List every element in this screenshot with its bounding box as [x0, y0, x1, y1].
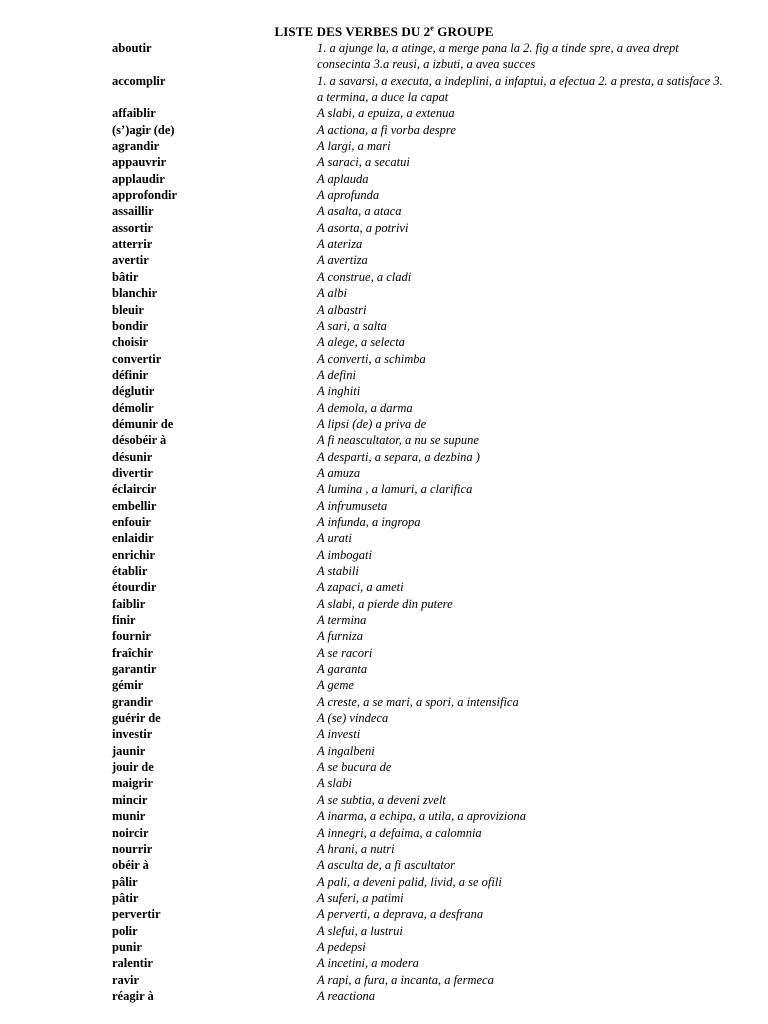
verb-list [0, 40, 768, 1004]
verb-translation: A se racori [317, 645, 373, 660]
verb-row [0, 40, 768, 73]
verb-row [0, 874, 768, 890]
verb-row [0, 187, 768, 203]
verb-row [0, 302, 768, 318]
verb-term: établir [112, 564, 148, 578]
verb-term: applaudir [112, 171, 165, 186]
verb-row [0, 694, 768, 710]
verb-translation: A se bucura de [317, 760, 392, 775]
verb-term: aboutir [112, 41, 152, 55]
verb-row [0, 318, 768, 334]
verb-term: éclaircir [112, 482, 157, 497]
verb-translation: A suferi, a patimi [317, 890, 404, 905]
verb-row [0, 579, 768, 595]
verb-term: enfouir [112, 514, 151, 529]
verb-term: jouir de [112, 760, 154, 775]
verb-term: obéir à [112, 858, 149, 873]
verb-term: embellir [112, 498, 157, 513]
verb-row [0, 661, 768, 677]
verb-term: bâtir [112, 269, 139, 284]
verb-translation: A amuza [317, 465, 361, 480]
verb-row [0, 988, 768, 1004]
verb-translation: A defini [317, 367, 357, 382]
verb-term: investir [112, 727, 153, 742]
verb-translation: A innegri, a defaima, a calomnia [317, 825, 482, 840]
verb-term: punir [112, 939, 142, 954]
verb-translation: A lipsi (de) a priva de [317, 416, 427, 431]
verb-translation: A slefui, a lustrui [317, 923, 403, 938]
verb-row [0, 808, 768, 824]
verb-translation: A slabi, a pierde din putere [317, 596, 453, 611]
verb-row [0, 351, 768, 367]
verb-term: pâlir [112, 874, 138, 889]
verb-term: garantir [112, 662, 157, 677]
verb-term: affaiblir [112, 106, 156, 121]
verb-term: ravir [112, 972, 140, 987]
verb-row [0, 628, 768, 644]
verb-term: étourdir [112, 580, 157, 595]
verb-term: pervertir [112, 907, 161, 922]
verb-term: agrandir [112, 139, 160, 154]
verb-row [0, 220, 768, 236]
verb-term: déglutir [112, 384, 155, 399]
verb-row [0, 645, 768, 661]
verb-translation: A garanta [317, 662, 368, 677]
verb-row [0, 416, 768, 432]
verb-translation: A (se) vindeca [317, 711, 389, 726]
verb-term: appauvrir [112, 155, 167, 170]
verb-term: enlaidir [112, 531, 154, 546]
verb-term: blanchir [112, 286, 158, 301]
verb-row [0, 122, 768, 138]
verb-translation: A ingalbeni [317, 743, 375, 758]
verb-row [0, 841, 768, 857]
verb-translation: A fi neascultator, a nu se supune [317, 433, 479, 448]
verb-term: définir [112, 367, 149, 382]
verb-row [0, 743, 768, 759]
verb-term: guérir de [112, 711, 161, 726]
verb-term: bondir [112, 318, 149, 333]
verb-row [0, 269, 768, 285]
verb-row [0, 759, 768, 775]
verb-translation: A asculta de, a fi ascultator [317, 858, 455, 873]
verb-row [0, 203, 768, 219]
verb-row [0, 857, 768, 873]
verb-term: divertir [112, 465, 153, 480]
verb-translation: A infunda, a ingropa [317, 514, 421, 529]
verb-translation: A desparti, a separa, a dezbina ) [317, 449, 480, 464]
verb-row [0, 906, 768, 922]
verb-term: pâtir [112, 890, 139, 905]
verb-term: avertir [112, 253, 149, 268]
verb-translation: A asalta, a ataca [317, 204, 402, 219]
verb-translation: A furniza [317, 629, 363, 644]
verb-row [0, 563, 768, 579]
verb-term: grandir [112, 694, 153, 709]
verb-row [0, 514, 768, 530]
verb-row [0, 498, 768, 514]
verb-translation: A slabi [317, 776, 352, 791]
verb-row [0, 138, 768, 154]
verb-row [0, 465, 768, 481]
verb-translation: A albi [317, 286, 347, 301]
verb-row [0, 825, 768, 841]
verb-term: munir [112, 809, 146, 824]
verb-term: faiblir [112, 596, 146, 611]
verb-row [0, 530, 768, 546]
verb-row [0, 972, 768, 988]
verb-translation: A stabili [317, 564, 359, 578]
verb-translation: A zapaci, a ameti [317, 580, 404, 595]
verb-translation: A inghiti [317, 384, 361, 399]
verb-translation: A infrumuseta [317, 498, 388, 513]
verb-translation: A largi, a mari [317, 139, 391, 154]
verb-row [0, 726, 768, 742]
verb-term: assortir [112, 220, 153, 235]
verb-term: désobéir à [112, 433, 167, 448]
verb-row [0, 596, 768, 612]
verb-term: gémir [112, 678, 144, 693]
verb-term: jaunir [112, 743, 146, 758]
page-title [0, 24, 768, 40]
verb-translation: A aprofunda [317, 188, 380, 203]
verb-row [0, 710, 768, 726]
verb-term: démunir de [112, 416, 174, 431]
verb-translation: A actiona, a fi vorba despre [317, 122, 456, 137]
verb-translation: A construe, a cladi [317, 269, 412, 284]
verb-row [0, 547, 768, 563]
verb-row [0, 449, 768, 465]
verb-translation: A creste, a se mari, a spori, a intensifica [317, 694, 519, 709]
verb-translation: A hrani, a nutri [317, 841, 395, 856]
verb-translation: A pedepsi [317, 939, 366, 954]
verb-term: atterrir [112, 237, 153, 252]
verb-term: assaillir [112, 204, 154, 219]
verb-term: enrichir [112, 547, 156, 562]
verb-term: polir [112, 923, 138, 938]
verb-translation: A avertiza [317, 253, 368, 268]
verb-translation: A reactiona [317, 988, 375, 1003]
verb-translation: A imbogati [317, 547, 372, 562]
verb-term: mincir [112, 792, 148, 807]
verb-row [0, 775, 768, 791]
verb-term: réagir à [112, 988, 154, 1003]
verb-translation: A saraci, a secatui [317, 155, 410, 170]
verb-row [0, 105, 768, 121]
verb-translation: A lumina , a lamuri, a clarifica [317, 482, 473, 497]
verb-translation: A incetini, a modera [317, 956, 419, 971]
verb-term: (s’)agir (de) [112, 122, 175, 137]
verb-translation: A urati [317, 531, 352, 546]
verb-term: fraîchir [112, 645, 153, 660]
verb-translation: A slabi, a epuiza, a extenua [317, 106, 455, 121]
verb-translation: A perverti, a deprava, a desfrana [317, 907, 484, 922]
verb-row [0, 432, 768, 448]
verb-translation: A demola, a darma [317, 400, 413, 415]
verb-translation: A alege, a selecta [317, 335, 405, 350]
verb-row [0, 334, 768, 350]
verb-row [0, 236, 768, 252]
verb-row [0, 252, 768, 268]
verb-term: nourrir [112, 841, 153, 856]
verb-translation: A asorta, a potrivi [317, 220, 409, 235]
verb-row [0, 285, 768, 301]
verb-translation: A investi [317, 727, 361, 742]
verb-row [0, 612, 768, 628]
verb-row [0, 400, 768, 416]
verb-translation: A termina [317, 613, 367, 628]
verb-term: finir [112, 613, 136, 628]
verb-translation: A geme [317, 678, 354, 693]
verb-term: bleuir [112, 302, 144, 317]
verb-term: approfondir [112, 188, 178, 203]
title-suffix: GROUPE [433, 24, 494, 39]
verb-row [0, 171, 768, 187]
verb-translation: A albastri [317, 302, 367, 317]
verb-row [0, 367, 768, 383]
verb-row [0, 677, 768, 693]
verb-term: convertir [112, 351, 162, 366]
verb-term: noircir [112, 825, 149, 840]
verb-translation: A se subtia, a deveni zvelt [317, 792, 446, 807]
verb-term: ralentir [112, 956, 153, 971]
verb-term: choisir [112, 335, 149, 350]
verb-row [0, 792, 768, 808]
verb-translation: 1. a ajunge la, a atinge, a merge pana la 2. fig a tinde spre, a avea drept consecinta 3.a reusi, a izbuti, a avea succes [317, 41, 679, 72]
verb-row [0, 481, 768, 497]
verb-row [0, 73, 768, 106]
verb-row [0, 955, 768, 971]
verb-term: fournir [112, 629, 151, 644]
verb-row [0, 890, 768, 906]
title-superscript: e [430, 23, 434, 33]
verb-row [0, 383, 768, 399]
verb-translation: A ateriza [317, 237, 363, 252]
verb-translation: A pali, a deveni palid, livid, a se ofili [317, 874, 502, 889]
verb-term: accomplir [112, 73, 166, 88]
verb-row [0, 923, 768, 939]
verb-translation: 1. a savarsi, a executa, a indeplini, a infaptui, a efectua 2. a presta, a satisface 3. a termina, a duce la capat [317, 73, 723, 105]
verb-translation: A inarma, a echipa, a utila, a aproviziona [317, 809, 527, 824]
verb-row [0, 939, 768, 955]
title-prefix: LISTE DES VERBES DU 2 [274, 24, 431, 39]
verb-row [0, 154, 768, 170]
verb-translation: A sari, a salta [317, 318, 387, 333]
verb-term: maigrir [112, 776, 153, 791]
verb-term: désunir [112, 449, 153, 464]
verb-term: démolir [112, 400, 154, 415]
verb-translation: A rapi, a fura, a incanta, a fermeca [317, 972, 494, 987]
verb-translation: A aplauda [317, 171, 369, 186]
verb-translation: A converti, a schimba [317, 351, 426, 366]
